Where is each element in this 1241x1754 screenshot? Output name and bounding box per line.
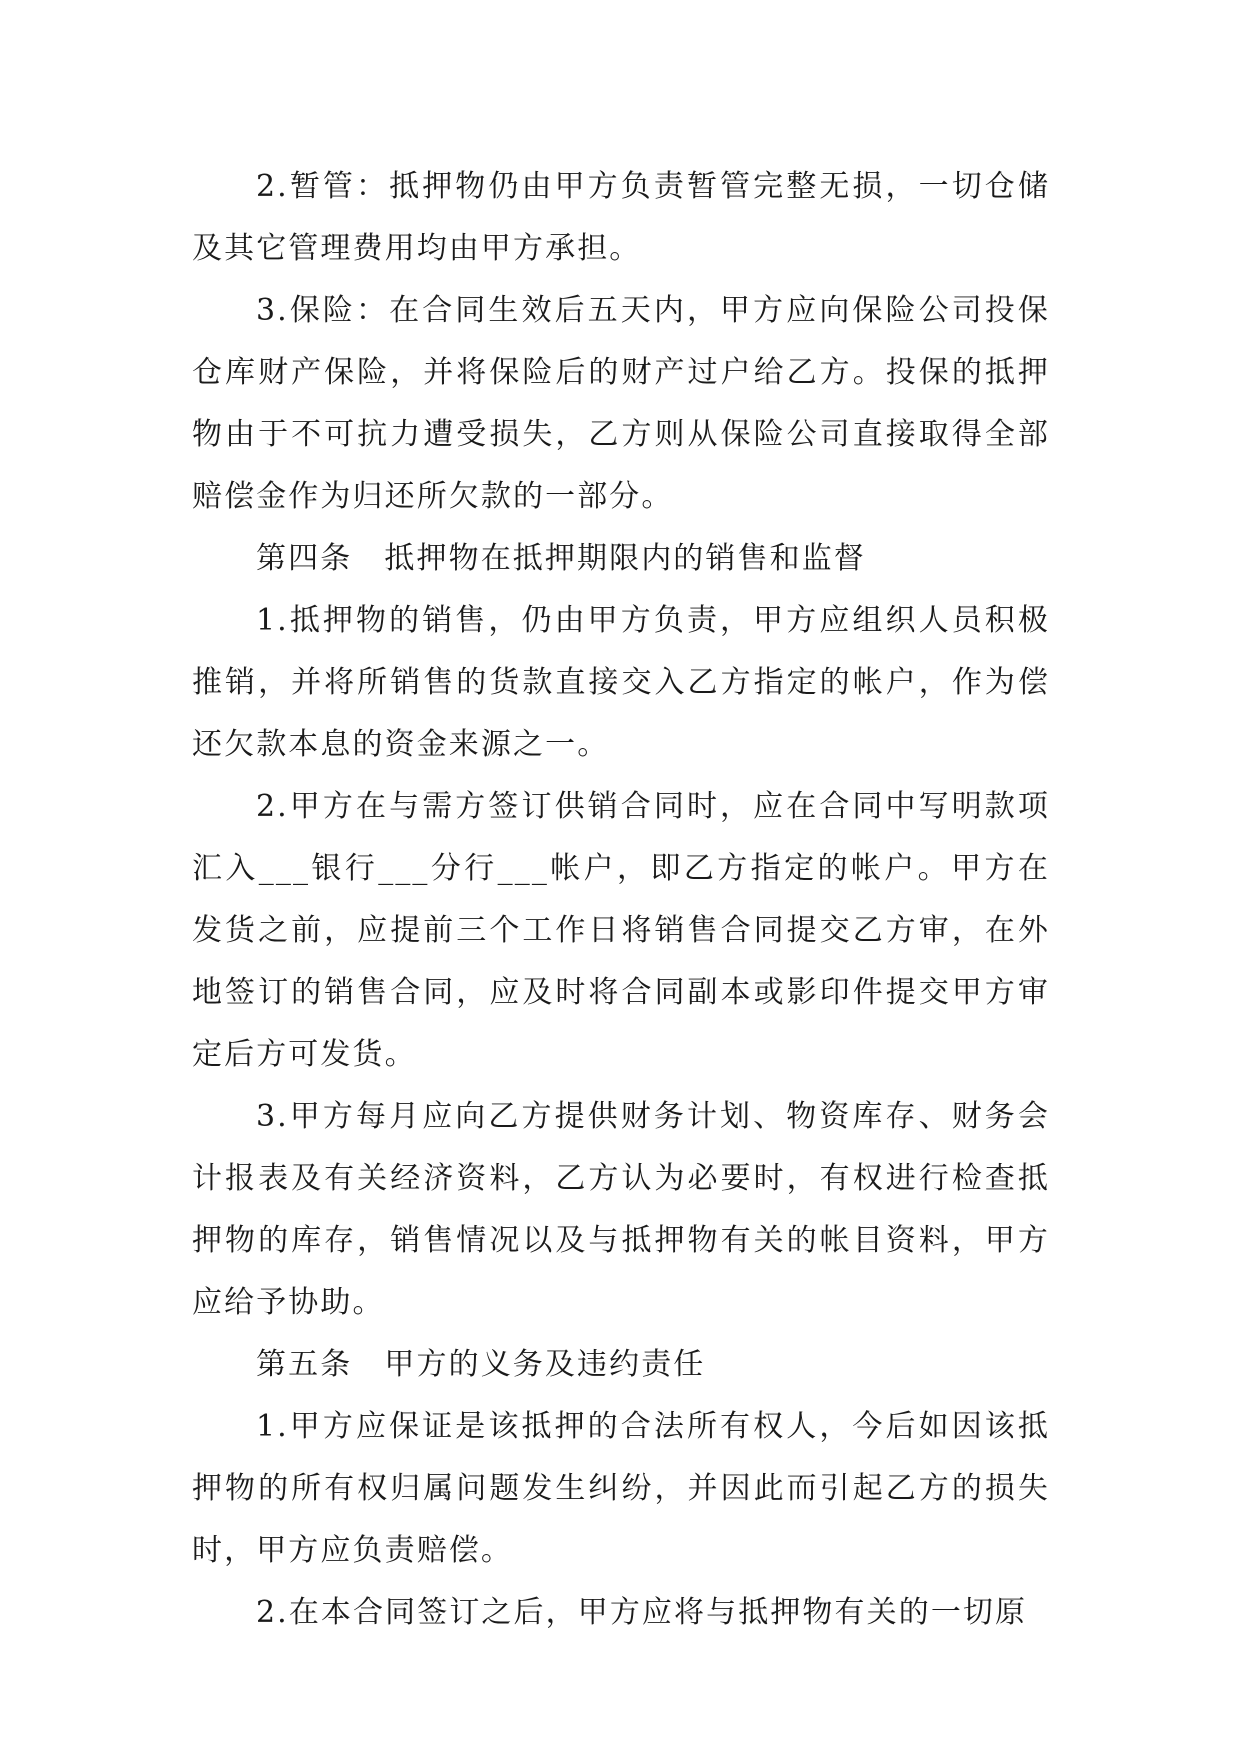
paragraph-sales: 1.抵押物的销售，仍由甲方负责，甲方应组织人员积极推销，并将所销售的货款直接交入乙方指定的帐户，作为偿还欠款本息的资金来源之一。 (192, 603, 1050, 762)
paragraph-custody: 2.暂管：抵押物仍由甲方负责暂管完整无损，一切仓储及其它管理费用均由甲方承担。 (192, 169, 1050, 266)
document-body (192, 156, 1050, 1644)
paragraph-supply-contract: 2.甲方在与需方签订供销合同时，应在合同中写明款项汇入___银行___分行___帐户，即乙方指定的帐户。甲方在发货之前，应提前三个工作日将销售合同提交乙方审，在外地签订的销售合同，应及时将合同副本或影印件提交甲方审定后方可发货。 (192, 789, 1050, 1072)
paragraph-ownership-guarantee: 1.甲方应保证是该抵押的合法所有权人，今后如因该抵押物的所有权归属问题发生纠纷，并因此而引起乙方的损失时，甲方应负责赔偿。 (192, 1409, 1050, 1568)
article-four-heading: 第四条 抵押物在抵押期限内的销售和监督 (256, 541, 866, 576)
paragraph-insurance: 3.保险：在合同生效后五天内，甲方应向保险公司投保仓库财产保险，并将保险后的财产过户给乙方。投保的抵押物由于不可抗力遭受损失，乙方则从保险公司直接取得全部赔偿金作为归还所欠款的一部分。 (192, 293, 1050, 514)
paragraph-after-signing: 2.在本合同签订之后，甲方应将与抵押物有关的一切原 (256, 1595, 1028, 1630)
paragraph-financial-reports: 3.甲方每月应向乙方提供财务计划、物资库存、财务会计报表及有关经济资料，乙方认为必要时，有权进行检查抵押物的库存，销售情况以及与抵押物有关的帐目资料，甲方应给予协助。 (192, 1099, 1050, 1320)
article-five-heading: 第五条 甲方的义务及违约责任 (256, 1347, 706, 1382)
